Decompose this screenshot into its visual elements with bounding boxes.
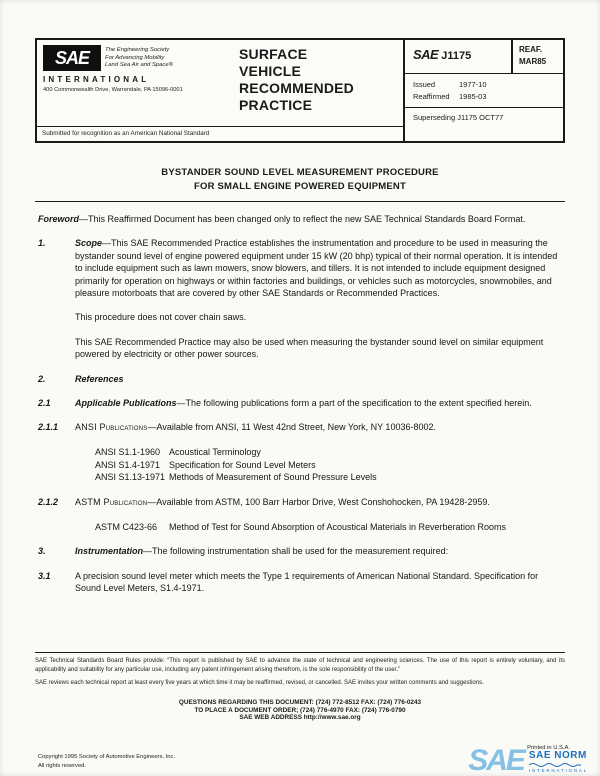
sae-tagline — [105, 45, 173, 70]
sae-norm-label: SAE NORM — [528, 750, 587, 761]
tagline-line: Land Sea Air and Space® — [105, 62, 173, 69]
section-label: Scope — [75, 238, 103, 249]
reference-desc: Methods of Measurement of Sound Pressure Levels — [169, 472, 377, 483]
section-text: Applicable Publications—The following publications form a part of the specification to the extent specified herein. — [75, 398, 532, 409]
section-text: Instrumentation—The following instrumentation shall be used for the measurement required: — [75, 546, 449, 557]
legal-fine-print — [35, 657, 565, 692]
section-3-1-sound-level-meter — [38, 570, 562, 595]
title-line-2: FOR SMALL ENGINE POWERED EQUIPMENT — [194, 180, 406, 192]
submitted-note: Submitted for recognition as an American National Standard — [37, 126, 403, 141]
section-number: 2.1 — [38, 398, 51, 409]
copyright-block — [38, 753, 175, 770]
astm-reference-list — [38, 521, 562, 534]
doc-type-title — [227, 40, 403, 126]
reaffirmed-date: 1985-03 — [459, 92, 487, 101]
chainsaw-note-paragraph: This procedure does not cover chain saws. — [75, 312, 247, 323]
legal-paragraph-2: SAE reviews each technical report at least every five years at which time it may be reaffirmed, revised, or cancelled. SAE invites your written comments and suggestions. — [35, 680, 484, 686]
wave-icon — [529, 762, 581, 767]
list-item — [95, 459, 562, 472]
doc-type-line: VEHICLE — [239, 63, 302, 80]
tagline-line: The Engineering Society — [105, 47, 170, 53]
list-item — [95, 471, 562, 484]
reaffirmed-row: Reaffirmed 1985-03 — [413, 92, 487, 101]
section-label: Applicable Publications — [75, 398, 177, 409]
doc-type-line: RECOMMENDED — [239, 80, 354, 97]
order-line: TO PLACE A DOCUMENT ORDER; (724) 776-4970 FAX: (724) 776-0790 — [194, 706, 406, 714]
doc-number — [405, 40, 511, 73]
reference-desc: Acoustical Terminology — [169, 446, 261, 457]
reference-id: ANSI S1.13-1971 — [95, 472, 166, 483]
section-label: ANSI Publications — [75, 422, 148, 433]
section-number: 3.1 — [38, 570, 51, 581]
sae-norm-watermark — [468, 743, 588, 776]
section-label: Instrumentation — [75, 546, 144, 557]
section-2-1-2-astm-publication — [38, 496, 562, 508]
issued-row: Issued 1977-10 — [413, 80, 487, 89]
contact-info-block — [35, 699, 565, 722]
title-line-1: BYSTANDER SOUND LEVEL MEASUREMENT PROCEDURE — [161, 167, 439, 178]
doc-number-value: J1175 — [441, 50, 472, 62]
section-number: 2.1.2 — [38, 497, 59, 508]
superseding-note: Superseding J1175 OCT77 — [405, 107, 563, 141]
section-3-instrumentation — [38, 545, 562, 557]
doc-type-line: PRACTICE — [239, 97, 313, 114]
section-2-1-1-ansi-publications — [38, 421, 562, 433]
footer-divider — [35, 652, 565, 653]
section-number: 1. — [38, 238, 46, 249]
reference-id: ANSI S1.4-1971 — [95, 459, 161, 470]
reference-desc: Method of Test for Sound Absorption of Acoustical Materials in Reverberation Rooms — [169, 521, 507, 532]
printed-in-usa: Printed in U.S.A. — [527, 745, 570, 751]
reference-desc: Specification for Sound Level Meters — [169, 459, 316, 470]
foreword-paragraph — [38, 213, 562, 225]
sae-logo-block — [37, 40, 227, 126]
copyright-line: Copyright 1995 Society of Automotive Engineers, Inc. — [38, 754, 175, 760]
section-number: 2.1.1 — [38, 422, 59, 433]
list-item — [95, 446, 562, 459]
sae-logo-icon — [43, 45, 101, 71]
document-title — [35, 166, 565, 194]
section-text: ASTM Publication—Available from ASTM, 100 Barr Harbor Drive, West Conshohocken, PA 19428-2959. — [75, 497, 490, 508]
dates-panel — [405, 73, 563, 107]
section-2-1-applicable-publications — [38, 397, 562, 409]
foreword-text: —This Reaffirmed Document has been changed only to reflect the new SAE Technical Standards Board Format. — [79, 214, 526, 224]
sae-logo-text: SAE — [54, 47, 89, 68]
rights-line: All rights reserved. — [38, 762, 87, 769]
section-text: A precision sound level meter which meets the Type 1 requirements of American National Standard. Specification for Sound Level Meters, S1.4-1971. — [75, 570, 539, 594]
web-address-line: SAE WEB ADDRESS http://www.sae.org — [239, 714, 361, 722]
sae-international-label: INTERNATIONAL — [43, 75, 150, 84]
document-body — [38, 213, 562, 607]
title-divider — [35, 201, 565, 202]
questions-line: QUESTIONS REGARDING THIS DOCUMENT: (724) 772-8512 FAX: (724) 776-0243 — [178, 699, 422, 706]
section-number: 3. — [38, 546, 46, 557]
section-text — [75, 373, 562, 385]
reference-id: ANSI S1.1-1960 — [95, 446, 161, 457]
document-header — [35, 38, 565, 143]
foreword-label: Foreword — [38, 214, 80, 224]
section-2-references — [38, 373, 562, 385]
list-item — [95, 521, 562, 534]
reaf-box — [511, 40, 563, 73]
reaf-date: MAR85 — [519, 56, 547, 66]
doc-type-line: SURFACE — [239, 46, 308, 62]
section-text: Scope—This SAE Recommended Practice establishes the instrumentation and procedure to be used in measuring the bystander sound level of engine powered equipment under 15 kW (20 bhp) typical of their normal operation. It is intended to include equipment such as lawn mowers, snow blowers, and tillers. It is not intended to include equipment designed primarily for operation on highways or within factories and buildings, or vehicles such as motorcycles, snowmobiles, and pleasure motorboats that are covered by other SAE Standards or Recommended Practices. — [75, 238, 558, 299]
ansi-reference-list — [38, 446, 562, 484]
section-label: ASTM Publication — [75, 497, 148, 508]
reference-id: ASTM C423-66 — [95, 521, 158, 532]
sae-norm-sub-label: INTERNATIONAL — [528, 768, 588, 773]
tagline-line: For Advancing Mobility — [105, 54, 165, 61]
similar-equipment-paragraph: This SAE Recommended Practice may also be used when measuring the bystander sound level on similar equipment powered by electricity or other power sources. — [75, 336, 544, 360]
reaf-label: REAF. — [519, 45, 543, 54]
header-left-center — [37, 40, 405, 141]
issued-date: 1977-10 — [459, 80, 487, 89]
section-1-scope — [38, 237, 562, 299]
legal-paragraph-1: SAE Technical Standards Board Rules provide: “This report is published by SAE to advance the state of technical and engineering sciences. The use of this report is entirely voluntary, and its applicability and suitability for any particular use, including any patent infringement arising therefrom, is the sole responsibility of the user.” — [35, 658, 565, 673]
header-right-panel — [405, 40, 563, 141]
section-number: 2. — [38, 373, 46, 384]
sae-address: 400 Commonwealth Drive, Warrendale, PA 15096-0001 — [43, 87, 183, 93]
sae-small-logo: SAE — [413, 47, 439, 62]
section-text: ANSI Publications—Available from ANSI, 11 West 42nd Street, New York, NY 10036-8002. — [75, 422, 436, 433]
sae-norm-logo-icon: SAE — [468, 743, 524, 776]
section-label: References — [75, 373, 124, 384]
